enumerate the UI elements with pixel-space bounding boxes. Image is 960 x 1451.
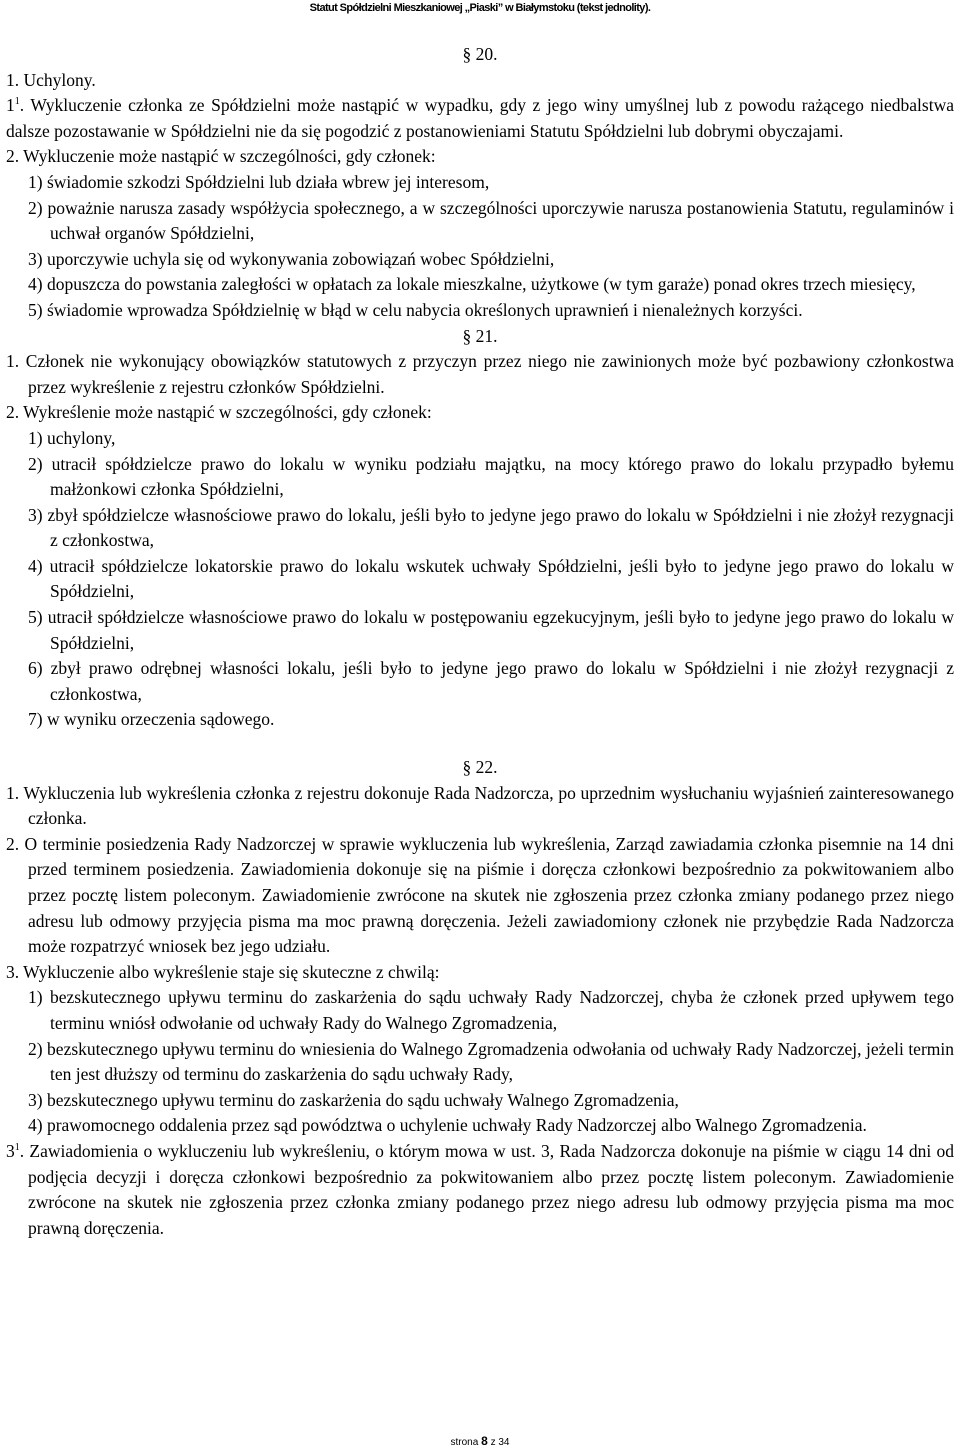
document-header: Statut Spółdzielni Mieszkaniowej „Piaski” w Białymstoku (tekst jednolity). [309,2,651,14]
list-item: 3) bezskutecznego upływu terminu do zaskarżenia do sądu uchwały Walnego Zgromadzenia, [28,1089,679,1110]
list-item: 3) uporczywie uchyla się od wykonywania zobowiązań wobec Spółdzielni, [28,248,555,269]
paragraph-22-2: 2. O terminie posiedzenia Rady Nadzorczej w sprawie wykluczenia lub wykreślenia, Zarząd zawiadamia członka pisemnie na 14 dni przed terminem posiedzenia. Zawiadomienia dokonuje się na piśmie i doręcza członkowi bezpośrednio za pokwitowaniem albo przez pocztę listem poleconym. Zawiadomienie zwrócone na skutek nie zgłoszenia przez członka zmiany podanego przez niego adresu lub odmowy przyjęcia pisma ma moc prawną doręczenia. Jeżeli zawiadomiony członek nie przybędzie Rada Nadzorcza może rozpatrzyć wniosek bez jego udziału. [6,833,954,957]
list-item: 4) utracił spółdzielcze lokatorskie prawo do lokalu wskutek uchwały Spółdzielni, jeśli było to jedyne jego prawo do lokalu w Spółdzielni, [28,555,954,602]
list-item: 5) utracił spółdzielcze własnościowe prawo do lokalu w postępowaniu egzekucyjnym, jeśli było to jedyne jego prawo do lokalu w Spółdzielni, [28,607,954,653]
list-item: 6) zbył prawo odrębnej własności lokalu, jeśli było to jedyne jego prawo do lokalu w Spółdzielni i nie złożył rezygnacji z członkostwa, [28,658,954,704]
list-item: 1) uchylony, [28,427,116,448]
section-title-21: § 21. [462,325,498,346]
list-item: 1) świadomie szkodzi Spółdzielni lub działa wbrew jej interesom, [28,171,490,192]
list-item: 2) bezskutecznego upływu terminu do wniesienia do Walnego Zgromadzenia odwołania od uchwały Rady Nadzorczej, jeżeli termin ten jest dłuższy od terminu do zaskarżenia do sądu uchwały Rady, [28,1038,954,1085]
paragraph-21-2: 2. Wykreślenie może nastąpić w szczególności, gdy członek: [6,402,432,423]
paragraph-22-3-1 [6,1139,954,1241]
section-title-22: § 22. [462,757,498,778]
paragraph-number: 3 [6,1140,15,1161]
list-item: 4) prawomocnego oddalenia przez sąd powództwa o uchylenie uchwały Rady Nadzorczej albo Walnego Zgromadzenia. [28,1115,867,1136]
footer-prefix: strona [450,1437,479,1448]
footer-total-pages: 34 [498,1437,510,1448]
superscript: 1 [14,1142,20,1154]
footer-page-number: 8 [481,1434,488,1448]
list-item: 3) zbył spółdzielcze własnościowe prawo do lokalu, jeśli było to jedyne jego prawo do lokalu w Spółdzielni i nie złożył rezygnacji z członkostwa, [28,504,954,551]
paragraph-22-1: 1. Wykluczenia lub wykreślenia członka z rejestru dokonuje Rada Nadzorcza, po uprzednim wysłuchaniu wyjaśnień zainteresowanego członka. [6,782,954,829]
paragraph-20-2: 2. Wykluczenie może nastąpić w szczególności, gdy członek: [6,146,436,167]
list-item: 5) świadomie wprowadza Spółdzielnię w błąd w celu nabycia określonych uprawnień i nienależnych korzyści. [28,299,803,320]
paragraph-number: 1 [6,95,15,116]
paragraph-text: . Wykluczenie członka ze Spółdzielni może nastąpić w wypadku, gdy z jego winy umyślnej lub z powodu rażącego niedbalstwa dalsze pozostawanie w Spółdzielni nie da się pogodzić z postanowieniami Statutu Spółdzielni lub dobrymi obyczajami. [6,95,954,141]
list-item: 1) bezskutecznego upływu terminu do zaskarżenia do sądu uchwały Rady Nadzorczej, chyba że członek przed upływem tego terminu wniósł odwołanie od uchwały Rady do Walnego Zgromadzenia, [28,987,954,1033]
superscript: 1 [14,96,20,108]
paragraph-20-1: 1. Uchylony. [6,69,96,90]
list-item: 2) utracił spółdzielcze prawo do lokalu w wyniku podziału majątku, na mocy którego prawo do lokalu przypadło byłemu małżonkowi członka Spółdzielni, [28,453,954,500]
document-body [6,0,954,1241]
page-footer [0,1434,960,1448]
list-item: 7) w wyniku orzeczenia sądowego. [28,709,275,730]
list-item: 2) poważnie narusza zasady współżycia społecznego, a w szczególności uporczywie narusza postanowienia Statutu, regulaminów i uchwał organów Spółdzielni, [28,197,954,244]
paragraph-21-1: 1. Członek nie wykonujący obowiązków statutowych z przyczyn przez niego nie zawinionych może być pozbawiony członkostwa przez wykreślenie z rejestru członków Spółdzielni. [6,351,954,397]
list-item: 4) dopuszcza do powstania zaległości w opłatach za lokale mieszkalne, użytkowe (w tym garaże) ponad okres trzech miesięcy, [28,274,916,295]
footer-separator: z [490,1437,496,1448]
paragraph-text: . Zawiadomienia o wykluczeniu lub wykreśleniu, o którym mowa w ust. 3, Rada Nadzorcza dokonuje na piśmie w ciągu 14 dni od podjęcia decyzji i doręcza członkowi bezpośrednio za pokwitowaniem albo przez pocztę listem poleconym. Zawiadomienie zwrócone na skutek nie zgłoszenia przez członka zmiany podanego przez niego adresu lub odmowy przyjęcia pisma ma moc prawną doręczenia. [19,1140,954,1238]
paragraph-22-3: 3. Wykluczenie albo wykreślenie staje się skuteczne z chwilą: [6,961,440,982]
section-title-20: § 20. [462,44,498,64]
paragraph-20-1a [6,93,954,144]
